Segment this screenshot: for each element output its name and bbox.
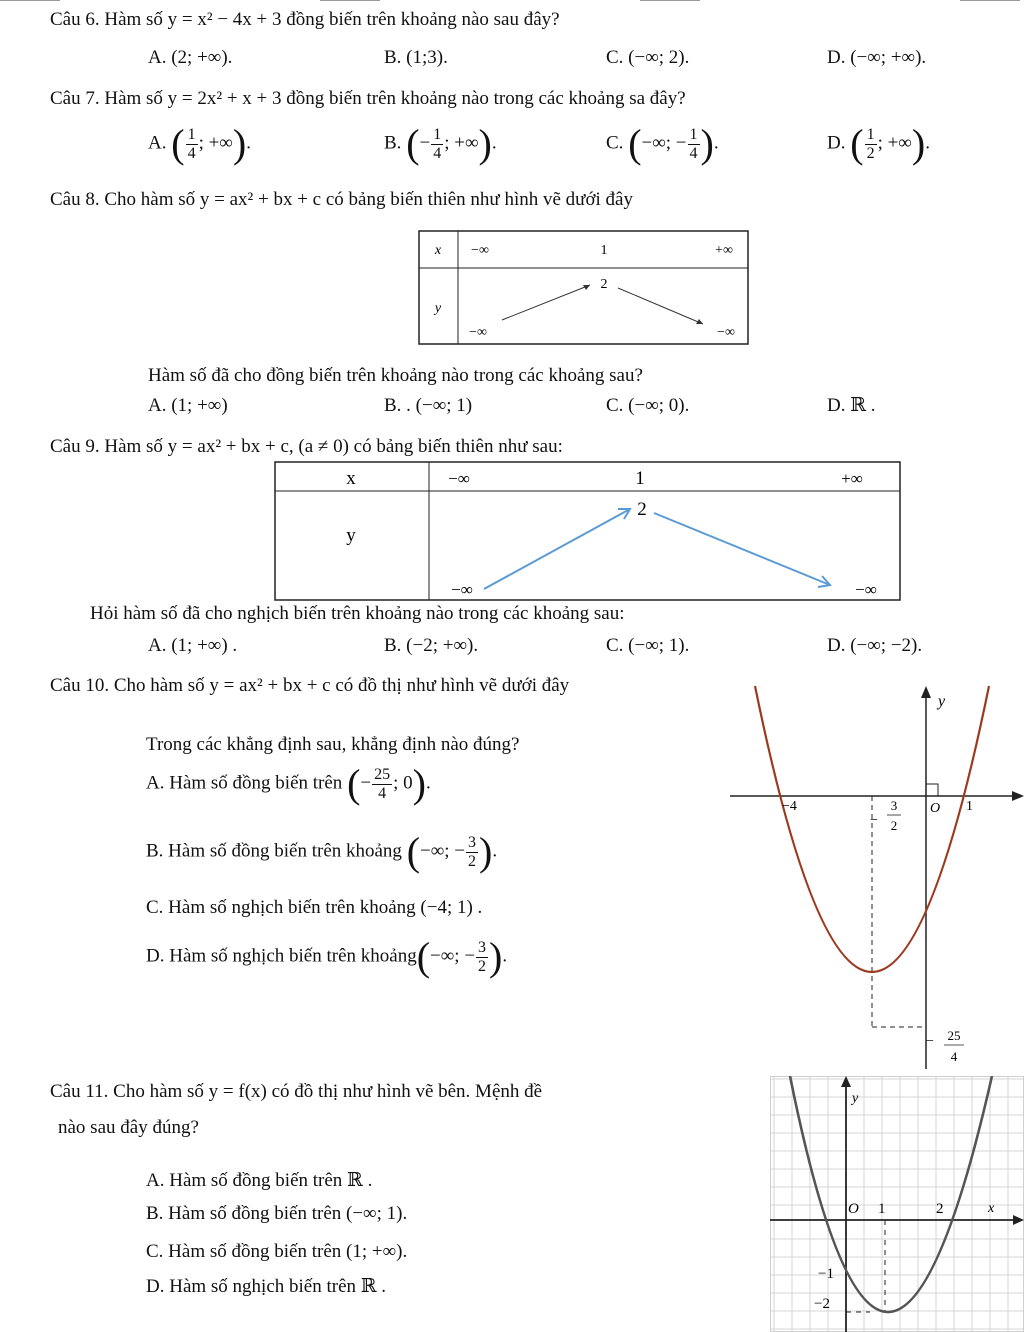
open-paren: ( (406, 121, 420, 166)
q11-x-two: 2 (936, 1201, 944, 1217)
q10-option-b[interactable]: B. Hàm số đồng biến trên khoảng (−∞; − $\frac{3}{2}$ ). (146, 829, 498, 874)
q7-option-b[interactable]: B. (− $\frac{1}{4}$ ; +∞). (384, 121, 497, 166)
q11-y-label: y (852, 1091, 859, 1106)
open-paren: ( (171, 121, 185, 166)
q11-x-label: x (988, 1201, 995, 1216)
q8-option-a[interactable]: A. (1; +∞) (148, 395, 228, 416)
fraction-numerator: 1 (689, 125, 698, 143)
fraction-denominator: 4 (187, 144, 196, 162)
close-paren: ) (412, 761, 426, 806)
q8-question: Hàm số đã cho đồng biến trên khoảng nào trong các khoảng sau? (148, 365, 643, 386)
q6-option-a[interactable]: A. (2; +∞). (148, 47, 233, 68)
q10-vertex-x-num: 3 (890, 798, 898, 813)
q6-option-d[interactable]: D. (−∞; +∞). (827, 47, 927, 68)
q7-option-a[interactable]: A. ( $\frac{1}{4}$ ; +∞). (148, 121, 251, 166)
q8-y-minus-inf-left: −∞ (469, 325, 487, 340)
option-text: A. Hàm số đồng biến trên (146, 772, 343, 794)
q10-right-angle-mark (926, 784, 938, 796)
q11-option-a[interactable]: A. Hàm số đồng biến trên ℝ . (146, 1170, 373, 1191)
q9-increasing-arrow (484, 509, 630, 589)
option-text: B. Hàm số đồng biến trên khoảng (146, 840, 402, 862)
q9-y-minus-inf-left: −∞ (451, 580, 473, 599)
fraction-denominator: 2 (468, 852, 477, 870)
option-text: D. Hàm số nghịch biến trên khoảng (146, 945, 417, 967)
option-letter: A. (148, 132, 167, 154)
page-top-edge (0, 0, 1024, 4)
q8-x-label: x (434, 243, 442, 258)
q11-grid (770, 1076, 1024, 1332)
q6-option-b[interactable]: B. (1;3). (384, 47, 448, 68)
q10-question: Trong các khẳng định sau, khẳng định nào đúng? (146, 734, 520, 755)
q6-option-c[interactable]: C. (−∞; 2). (606, 47, 690, 68)
close-paren: ) (479, 829, 493, 874)
close-paren: ) (478, 121, 492, 166)
q9-option-d[interactable]: D. (−∞; −2). (827, 635, 923, 656)
q9-x-label: x (346, 468, 356, 489)
q10-vertex-x-sign: − (870, 813, 878, 828)
fraction-denominator: 2 (478, 957, 487, 975)
fraction-numerator: 1 (866, 125, 875, 143)
fraction (372, 766, 392, 802)
fraction-denominator: 4 (433, 144, 442, 162)
open-paren: ( (628, 121, 642, 166)
q8-x-one: 1 (600, 243, 608, 258)
q9-y-label: y (346, 525, 356, 546)
open-paren: ( (416, 934, 431, 979)
q8-increasing-arrow (502, 285, 590, 320)
q7-option-d[interactable]: D. ( $\frac{1}{2}$ ; +∞). (827, 121, 930, 166)
option-letter: D. (827, 132, 846, 154)
fraction-denominator: 4 (378, 784, 387, 802)
q10-y-label: y (938, 693, 946, 710)
q9-decreasing-arrow (654, 513, 830, 585)
q8-option-d[interactable]: D. ℝ . (827, 395, 876, 416)
q8-option-b[interactable]: B. . (−∞; 1) (384, 395, 473, 416)
q9-question: Hỏi hàm số đã cho nghịch biến trên khoảng nào trong các khoảng sau: (90, 603, 625, 624)
fraction-numerator: 3 (468, 833, 477, 851)
q9-x-one: 1 (635, 468, 645, 489)
open-paren: ( (850, 121, 864, 166)
q8-x-plus-inf: +∞ (715, 243, 733, 258)
fraction (688, 126, 700, 162)
q10-x-minus-4: −4 (782, 799, 797, 814)
option-letter: B. (384, 132, 402, 154)
q9-x-minus-inf: −∞ (448, 469, 470, 488)
q11-x-axis-arrow (1013, 1215, 1024, 1225)
fraction (476, 939, 488, 975)
q7-stem: Câu 7. Hàm số y = 2x² + x + 3 đồng biến trên khoảng nào trong các khoảng sa đây? (50, 88, 686, 109)
q9-option-b[interactable]: B. (−2; +∞). (384, 635, 479, 656)
q8-x-minus-inf: −∞ (471, 243, 489, 258)
interval-tail: ; +∞ (198, 132, 233, 154)
q9-option-c[interactable]: C. (−∞; 1). (606, 635, 690, 656)
interval-tail: ; 0 (393, 772, 413, 794)
close-paren: ) (232, 121, 247, 166)
q9-variation-table (274, 461, 902, 602)
q11-stem-line-1: Câu 11. Cho hàm số y = f(x) có đồ thị như hình vẽ bên. Mệnh đề (50, 1081, 543, 1102)
fraction (865, 126, 877, 162)
q10-parabola-curve (755, 686, 989, 972)
q8-y-label: y (434, 301, 442, 316)
q10-option-c[interactable]: C. Hàm số nghịch biến trên khoảng (−4; 1) . (146, 897, 483, 918)
interval-head: − (360, 772, 372, 794)
interval-tail: ; +∞ (444, 132, 479, 154)
fraction (466, 834, 478, 870)
fraction-numerator: 1 (433, 125, 442, 143)
fraction (186, 126, 198, 162)
close-paren: ) (489, 934, 503, 979)
fraction-denominator: 4 (689, 144, 698, 162)
q8-option-c[interactable]: C. (−∞; 0). (606, 395, 690, 416)
q10-x-one: 1 (966, 799, 973, 814)
fraction-numerator: 3 (478, 938, 487, 956)
q11-x-one: 1 (878, 1201, 886, 1217)
open-paren: ( (406, 829, 421, 874)
fraction-numerator: 1 (187, 125, 196, 143)
q10-vertex-y-den: 4 (950, 1049, 958, 1064)
q10-x-axis-arrow (1012, 791, 1024, 801)
q10-y-axis-arrow (921, 686, 931, 698)
interval-head: −∞; − (430, 945, 476, 967)
q11-origin: O (848, 1201, 859, 1217)
q9-y-minus-inf-right: −∞ (855, 580, 877, 599)
q9-x-plus-inf: +∞ (841, 469, 863, 488)
fraction-denominator: 2 (866, 144, 875, 162)
interval-tail: ; +∞ (877, 132, 912, 154)
q11-y-minus-one: −1 (818, 1266, 834, 1282)
q11-function-graph (770, 1076, 1024, 1332)
q7-option-c[interactable]: C. (−∞; − $\frac{1}{4}$ ). (606, 121, 719, 166)
close-paren: ) (911, 121, 926, 166)
q8-y-minus-inf-right: −∞ (717, 325, 735, 340)
q9-y-max: 2 (637, 499, 647, 520)
q9-option-a[interactable]: A. (1; +∞) . (148, 635, 238, 656)
q10-parabola-graph (730, 684, 1024, 1074)
q11-option-c[interactable]: C. Hàm số đồng biến trên (1; +∞). (146, 1241, 408, 1262)
q6-stem: Câu 6. Hàm số y = x² − 4x + 3 đồng biến trên khoảng nào sau đây? (50, 9, 560, 30)
q11-stem-line-2: nào sau đây đúng? (58, 1117, 199, 1138)
q10-vertex-y-num: 25 (947, 1028, 961, 1043)
open-paren: ( (347, 761, 361, 806)
q8-decreasing-arrow (618, 288, 703, 324)
interval-head: −∞; − (641, 132, 687, 154)
q10-vertex-y-sign: − (926, 1034, 934, 1049)
q10-stem: Câu 10. Cho hàm số y = ax² + bx + c có đồ thị như hình vẽ dưới đây (50, 675, 570, 696)
option-letter: C. (606, 132, 624, 154)
q11-option-b[interactable]: B. Hàm số đồng biến trên (−∞; 1). (146, 1203, 408, 1224)
q11-option-d[interactable]: D. Hàm số nghịch biến trên ℝ . (146, 1276, 387, 1297)
fraction (431, 126, 443, 162)
q10-option-d[interactable]: D. Hàm số nghịch biến trên khoảng(−∞; − $\frac{3}{2}$ ). (146, 934, 508, 979)
q10-origin: O (930, 801, 941, 816)
q9-stem: Câu 9. Hàm số y = ax² + bx + c, (a ≠ 0) có bảng biến thiên như sau: (50, 436, 563, 457)
q8-stem: Câu 8. Cho hàm số y = ax² + bx + c có bảng biến thiên như hình vẽ dưới đây (50, 189, 633, 210)
q10-vertex-x-den: 2 (890, 818, 898, 833)
q8-y-max: 2 (600, 277, 608, 292)
q8-variation-table (418, 230, 750, 346)
q11-y-minus-two: −2 (814, 1296, 830, 1312)
sign: − (419, 132, 431, 154)
interval-head: −∞; − (420, 840, 466, 862)
q10-option-a[interactable]: A. Hàm số đồng biến trên (− $\frac{25}{4}$ ; 0). (146, 761, 431, 806)
q11-y-axis-arrow (841, 1076, 851, 1087)
close-paren: ) (700, 121, 714, 166)
fraction-numerator: 25 (374, 765, 391, 783)
